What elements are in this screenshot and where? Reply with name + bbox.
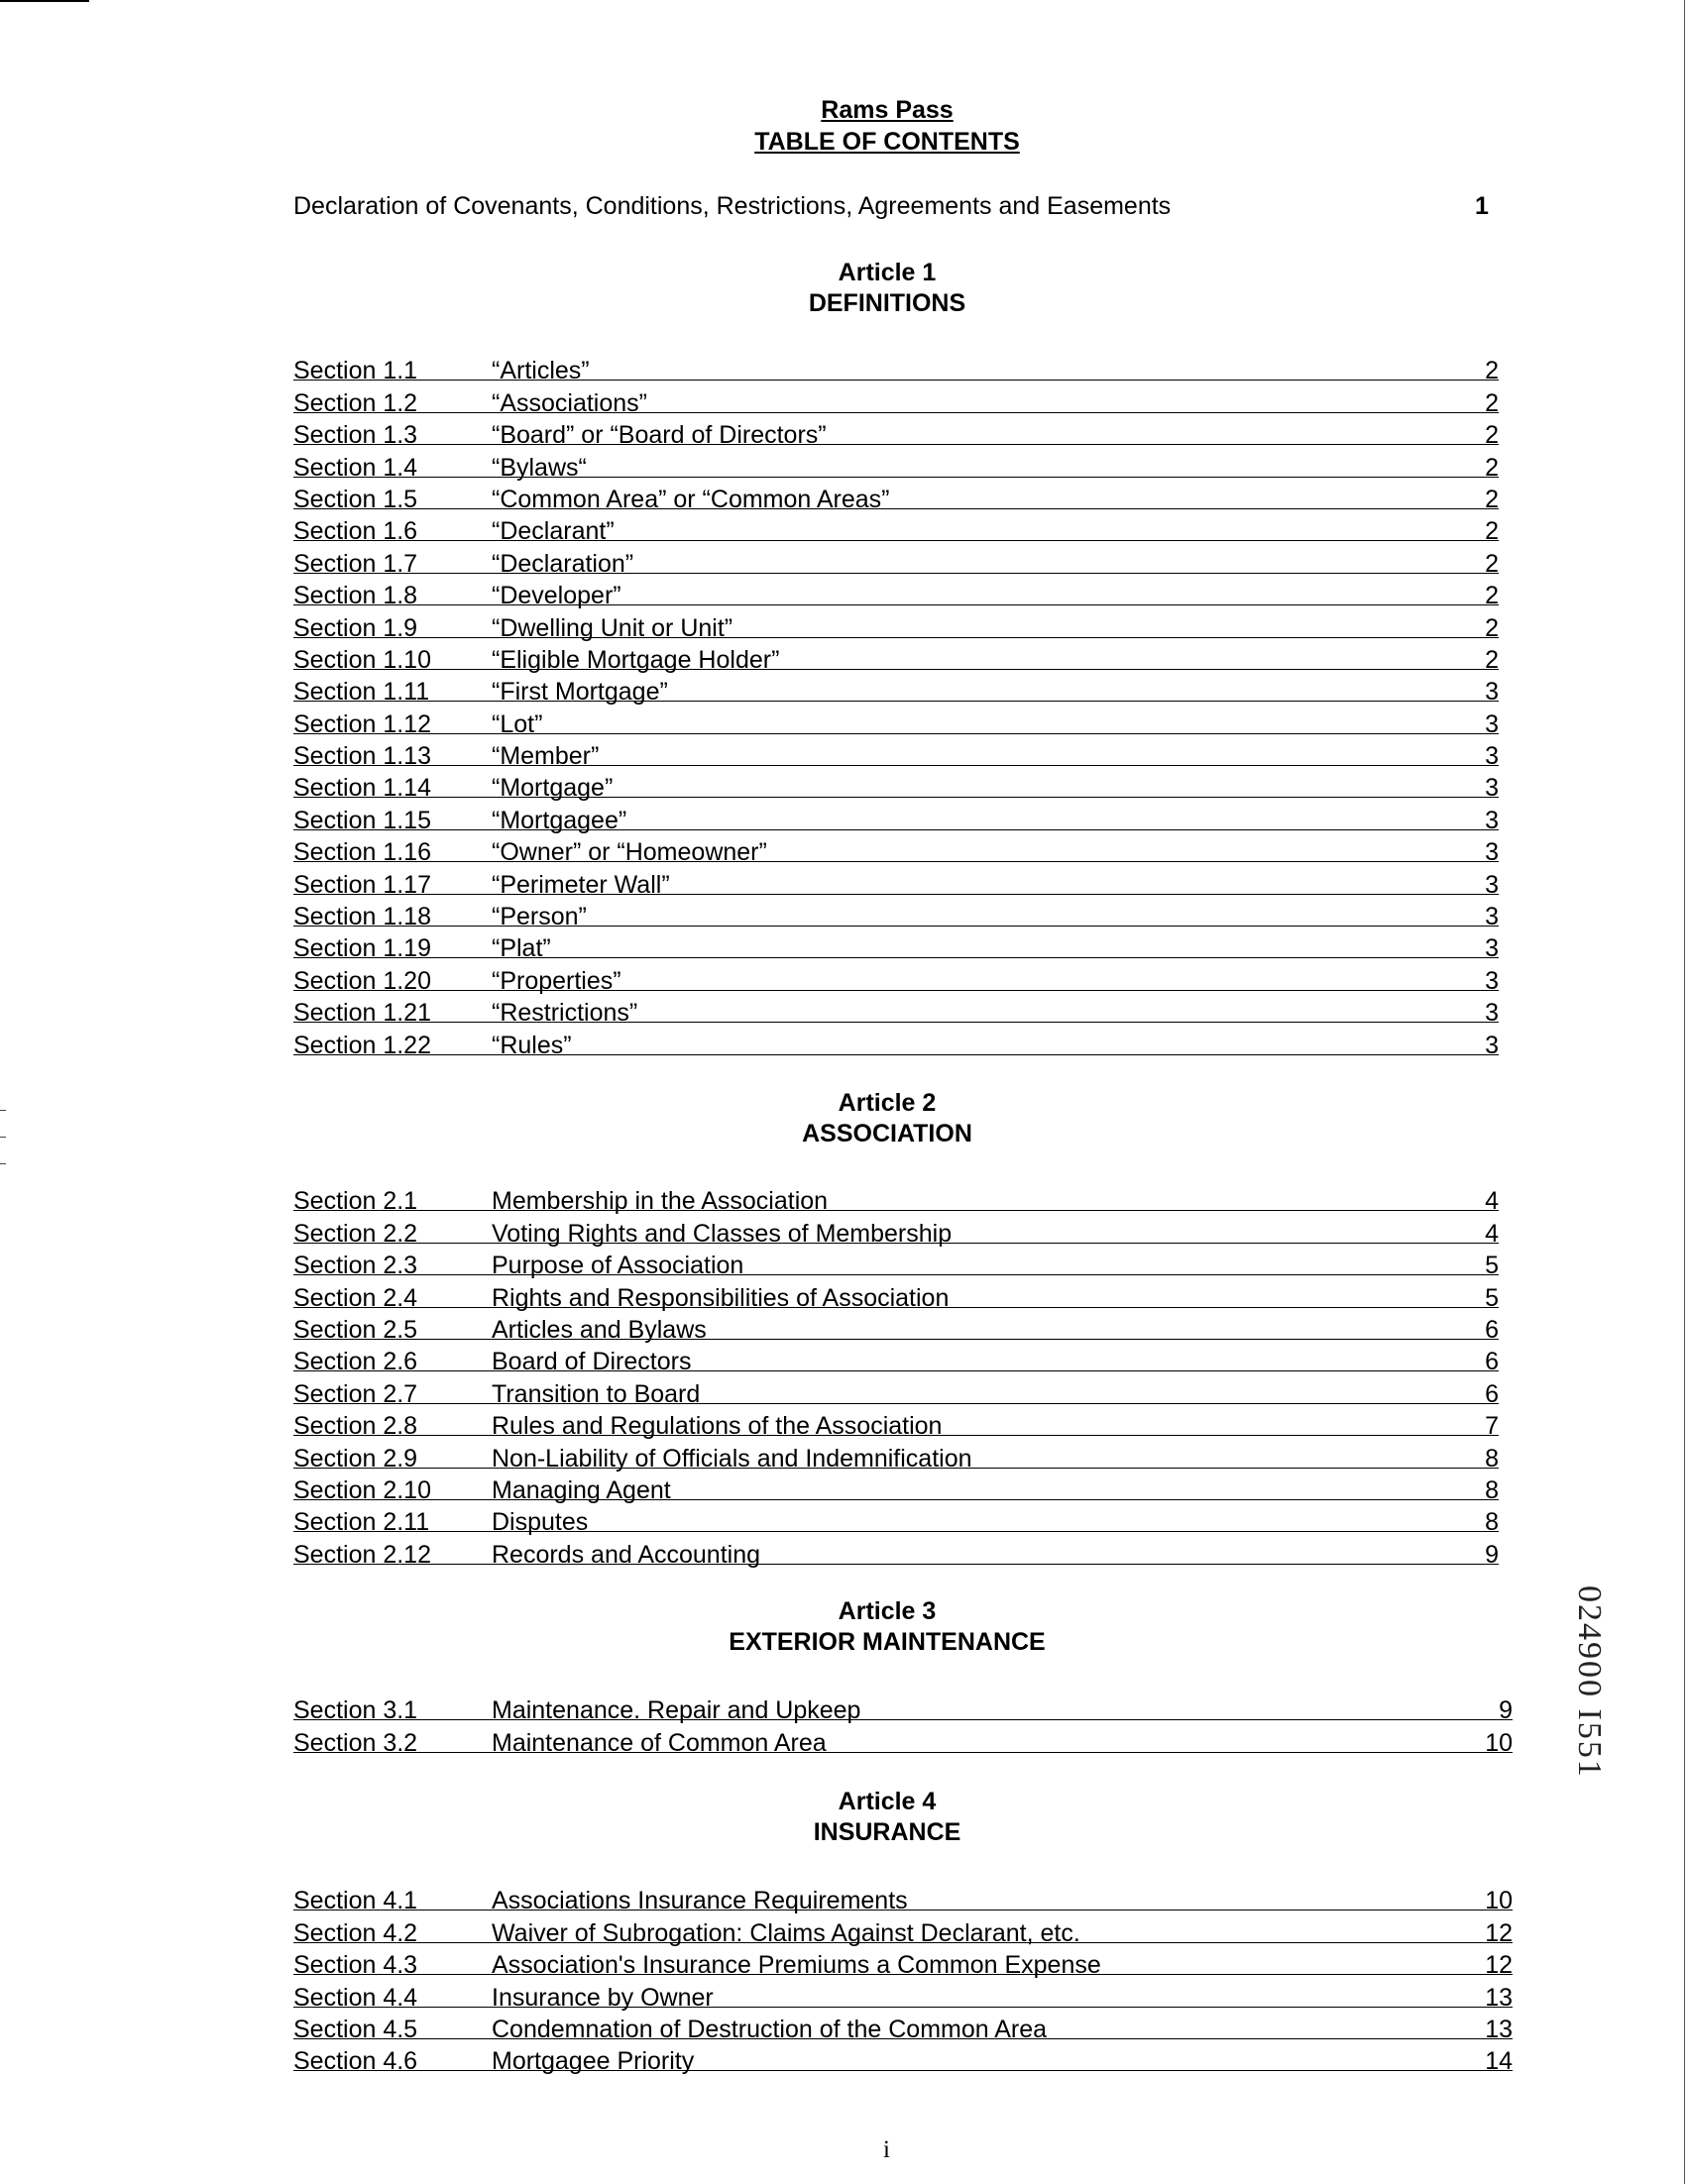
section-title: “Declarant” — [492, 517, 615, 546]
section-number: Section 2.5 — [293, 1315, 418, 1344]
toc-row — [293, 830, 1499, 867]
toc-row — [293, 445, 1499, 482]
section-number: Section 1.10 — [293, 645, 431, 674]
section-title: “Restrictions” — [492, 999, 638, 1028]
toc-row — [293, 541, 1499, 578]
toc-row — [293, 381, 1499, 417]
section-title: “Articles” — [492, 357, 590, 385]
section-title: “Dwelling Unit or Unit” — [492, 613, 733, 642]
section-title: Associations Insurance Requirements — [492, 1887, 908, 1915]
section-number: Section 1.14 — [293, 774, 431, 803]
section-number: Section 1.8 — [293, 582, 418, 610]
toc-row — [293, 1275, 1499, 1312]
section-number: Section 1.13 — [293, 742, 431, 771]
section-title: “Member” — [492, 742, 600, 771]
section-number: Section 1.18 — [293, 903, 431, 931]
section-number: Section 3.2 — [293, 1728, 418, 1757]
section-number: Section 1.2 — [293, 388, 418, 417]
toc-row — [293, 1532, 1499, 1569]
section-page-number: 10 — [1485, 1887, 1513, 1915]
article-1-section-list — [293, 349, 1499, 1059]
section-title: Maintenance. Repair and Upkeep — [492, 1696, 861, 1725]
toc-row — [293, 798, 1499, 834]
toc-row — [293, 1879, 1513, 1915]
toc-row — [293, 509, 1499, 546]
section-page-number: 12 — [1485, 1951, 1513, 1980]
section-page-number: 2 — [1485, 453, 1499, 482]
section-title: “Plat” — [492, 934, 551, 963]
section-page-number: 14 — [1485, 2047, 1513, 2076]
section-page-number: 6 — [1485, 1379, 1499, 1408]
section-title: “Developer” — [492, 582, 621, 610]
section-number: Section 1.4 — [293, 453, 418, 482]
section-title: Records and Accounting — [492, 1540, 761, 1569]
document-title: Rams Pass — [821, 96, 954, 124]
section-number: Section 2.9 — [293, 1444, 418, 1473]
toc-row — [293, 1340, 1499, 1376]
section-page-number: 6 — [1485, 1348, 1499, 1376]
toc-row — [293, 1371, 1499, 1408]
section-title: “Eligible Mortgage Holder” — [492, 645, 780, 674]
section-title: “Common Area” or “Common Areas” — [492, 485, 890, 513]
section-title: Managing Agent — [492, 1475, 671, 1504]
toc-row — [293, 1308, 1499, 1344]
section-page-number: 9 — [1499, 1696, 1513, 1725]
toc-row — [293, 1023, 1499, 1059]
margin-stamp-text: 024900 I551 — [1571, 1585, 1608, 1779]
section-number: Section 4.6 — [293, 2047, 418, 2076]
section-page-number: 2 — [1485, 421, 1499, 450]
section-title: “Owner” or “Homeowner” — [492, 838, 767, 867]
section-number: Section 4.5 — [293, 2015, 418, 2043]
section-page-number: 3 — [1485, 870, 1499, 899]
section-number: Section 1.6 — [293, 517, 418, 546]
section-title: Rules and Regulations of the Association — [492, 1412, 943, 1441]
section-page-number: 13 — [1485, 2015, 1513, 2043]
section-number: Section 2.12 — [293, 1540, 431, 1569]
section-number: Section 2.8 — [293, 1412, 418, 1441]
section-number: Section 1.15 — [293, 806, 431, 834]
section-title: Mortgagee Priority — [492, 2047, 695, 2076]
section-number: Section 4.1 — [293, 1887, 418, 1915]
section-title: Insurance by Owner — [492, 1983, 714, 2012]
section-title: “Declaration” — [492, 549, 634, 578]
section-title: Association's Insurance Premiums a Common Expense — [492, 1951, 1101, 1980]
section-number: Section 4.3 — [293, 1951, 418, 1980]
section-title: Waiver of Subrogation: Claims Against Declarant, etc. — [492, 1918, 1080, 1947]
section-title: Rights and Responsibilities of Association — [492, 1283, 950, 1312]
section-page-number: 3 — [1485, 742, 1499, 771]
section-title: Non-Liability of Officials and Indemnification — [492, 1444, 972, 1473]
article-3-section-list — [293, 1689, 1513, 1757]
section-page-number: 7 — [1485, 1412, 1499, 1441]
section-title: Transition to Board — [492, 1379, 701, 1408]
article-4-section-list — [293, 1879, 1513, 2076]
toc-row — [293, 1404, 1499, 1441]
margin-stamp — [1571, 1585, 1653, 1912]
toc-row — [293, 862, 1499, 899]
section-page-number: 2 — [1485, 357, 1499, 385]
toc-row — [293, 605, 1499, 642]
section-number: Section 2.4 — [293, 1283, 418, 1312]
article-4-name: INSURANCE — [813, 1818, 961, 1846]
section-page-number: 8 — [1485, 1508, 1499, 1537]
section-title: Condemnation of Destruction of the Common Area — [492, 2015, 1048, 2043]
toc-row — [293, 766, 1499, 803]
section-title: “First Mortgage” — [492, 678, 668, 707]
section-page-number: 3 — [1485, 774, 1499, 803]
document-subtitle: TABLE OF CONTENTS — [754, 128, 1020, 156]
section-page-number: 13 — [1485, 1983, 1513, 2012]
section-number: Section 1.21 — [293, 999, 431, 1028]
section-title: Board of Directors — [492, 1348, 692, 1376]
section-page-number: 3 — [1485, 710, 1499, 738]
declaration-entry: Declaration of Covenants, Conditions, Restrictions, Agreements and Easements — [293, 192, 1172, 220]
section-title: “Bylaws“ — [492, 453, 587, 482]
section-title: “Board” or “Board of Directors” — [492, 421, 827, 450]
section-number: Section 1.1 — [293, 357, 418, 385]
toc-row — [293, 1244, 1499, 1280]
toc-row — [293, 1211, 1499, 1248]
section-number: Section 2.6 — [293, 1348, 418, 1376]
section-title: “Properties” — [492, 966, 621, 995]
section-title: Disputes — [492, 1508, 589, 1537]
section-number: Section 4.4 — [293, 1983, 418, 2012]
section-title: “Associations” — [492, 388, 647, 417]
toc-row — [293, 574, 1499, 610]
section-number: Section 2.1 — [293, 1187, 418, 1216]
toc-row — [293, 1720, 1513, 1757]
section-number: Section 1.16 — [293, 838, 431, 867]
section-title: “Mortgage” — [492, 774, 614, 803]
section-page-number: 2 — [1485, 645, 1499, 674]
article-4-number: Article 4 — [838, 1788, 937, 1815]
section-number: Section 2.7 — [293, 1379, 418, 1408]
section-title: “Lot” — [492, 710, 543, 738]
section-page-number: 2 — [1485, 388, 1499, 417]
section-page-number: 2 — [1485, 549, 1499, 578]
toc-row — [293, 413, 1499, 450]
section-number: Section 3.1 — [293, 1696, 418, 1725]
section-title: Membership in the Association — [492, 1187, 829, 1216]
section-number: Section 2.10 — [293, 1475, 431, 1504]
toc-row — [293, 958, 1499, 995]
section-title: “Perimeter Wall” — [492, 870, 670, 899]
toc-row — [293, 638, 1499, 674]
section-number: Section 1.19 — [293, 934, 431, 963]
toc-row — [293, 1500, 1499, 1537]
toc-row — [293, 895, 1499, 931]
article-3-number: Article 3 — [838, 1597, 937, 1625]
section-page-number: 3 — [1485, 903, 1499, 931]
section-page-number: 2 — [1485, 485, 1499, 513]
section-page-number: 3 — [1485, 999, 1499, 1028]
section-page-number: 2 — [1485, 582, 1499, 610]
toc-row — [293, 1469, 1499, 1504]
toc-row — [293, 1975, 1513, 2012]
section-page-number: 3 — [1485, 966, 1499, 995]
section-number: Section 1.12 — [293, 710, 431, 738]
section-page-number: 5 — [1485, 1283, 1499, 1312]
section-page-number: 3 — [1485, 934, 1499, 963]
section-title: Purpose of Association — [492, 1252, 744, 1280]
section-number: Section 1.17 — [293, 870, 431, 899]
section-title: Voting Rights and Classes of Membership — [492, 1219, 953, 1248]
article-1-number: Article 1 — [838, 259, 937, 286]
section-page-number: 12 — [1485, 1918, 1513, 1947]
article-2-name: ASSOCIATION — [802, 1120, 972, 1147]
section-page-number: 6 — [1485, 1315, 1499, 1344]
section-number: Section 2.2 — [293, 1219, 418, 1248]
section-number: Section 1.7 — [293, 549, 418, 578]
section-number: Section 1.20 — [293, 966, 431, 995]
section-number: Section 2.3 — [293, 1252, 418, 1280]
article-2-number: Article 2 — [838, 1089, 937, 1117]
section-page-number: 9 — [1485, 1540, 1499, 1569]
toc-row — [293, 1689, 1513, 1725]
toc-row — [293, 1179, 1499, 1216]
toc-row — [293, 927, 1499, 963]
section-title: Articles and Bylaws — [492, 1315, 707, 1344]
toc-row — [293, 2039, 1513, 2076]
toc-row — [293, 702, 1499, 738]
section-title: “Mortgagee” — [492, 806, 627, 834]
toc-row — [293, 349, 1499, 385]
toc-row — [293, 734, 1499, 771]
section-page-number: 2 — [1485, 517, 1499, 546]
section-number: Section 2.11 — [293, 1508, 430, 1537]
article-2-section-list — [293, 1179, 1499, 1569]
toc-row — [293, 2008, 1513, 2043]
section-page-number: 3 — [1485, 806, 1499, 834]
section-title: “Rules” — [492, 1031, 572, 1059]
section-title: “Person” — [492, 903, 587, 931]
section-page-number: 2 — [1485, 613, 1499, 642]
section-number: Section 1.22 — [293, 1031, 431, 1059]
toc-row — [293, 478, 1499, 513]
section-page-number: 4 — [1485, 1219, 1499, 1248]
section-page-number: 3 — [1485, 678, 1499, 707]
declaration-page-number: 1 — [1475, 192, 1489, 220]
page-corner-line — [0, 0, 89, 2]
toc-row — [293, 991, 1499, 1028]
section-number: Section 4.2 — [293, 1918, 418, 1947]
section-page-number: 8 — [1485, 1444, 1499, 1473]
article-3-name: EXTERIOR MAINTENANCE — [729, 1628, 1046, 1656]
section-number: Section 1.3 — [293, 421, 418, 450]
section-page-number: 10 — [1485, 1728, 1513, 1757]
section-number: Section 1.9 — [293, 613, 418, 642]
toc-row — [293, 1911, 1513, 1947]
section-page-number: 3 — [1485, 838, 1499, 867]
section-page-number: 4 — [1485, 1187, 1499, 1216]
section-number: Section 1.5 — [293, 485, 418, 513]
article-1-name: DEFINITIONS — [808, 289, 966, 317]
section-page-number: 8 — [1485, 1475, 1499, 1504]
section-page-number: 5 — [1485, 1252, 1499, 1280]
section-page-number: 3 — [1485, 1031, 1499, 1059]
footer-page-number: i — [883, 2136, 890, 2163]
toc-row — [293, 1436, 1499, 1473]
section-title: Maintenance of Common Area — [492, 1728, 827, 1757]
toc-row — [293, 1943, 1513, 1980]
section-number: Section 1.11 — [293, 678, 430, 707]
toc-row — [293, 670, 1499, 707]
